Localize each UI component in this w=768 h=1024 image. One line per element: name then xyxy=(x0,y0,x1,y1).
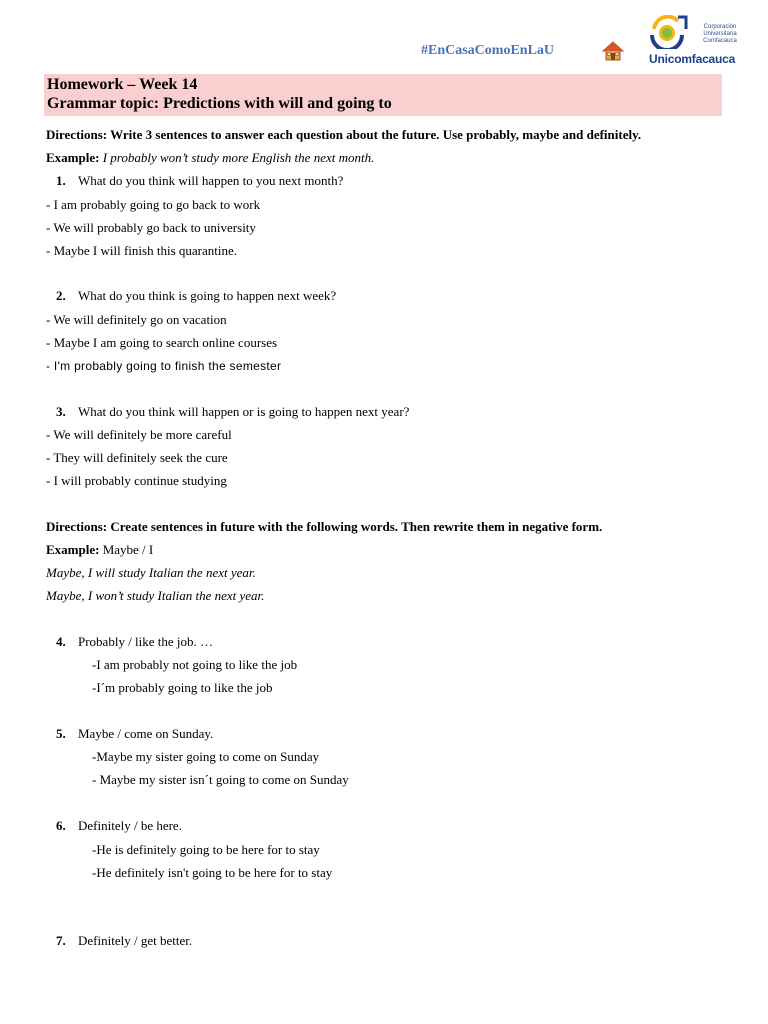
directions-part2: Directions: Create sentences in future with the following words. Then rewrite them in negative form. xyxy=(46,519,603,534)
directions-part1: Directions: Write 3 sentences to answer each question about the future. Use probably, maybe and definitely. xyxy=(46,127,642,142)
example-negative: Maybe, I won’t study Italian the next year. xyxy=(46,588,265,603)
answer-line: - Maybe I will finish this quarantine. xyxy=(46,243,237,258)
question-text: What do you think will happen or is going to happen next year? xyxy=(78,404,410,419)
house-icon xyxy=(602,40,624,62)
question-number: 1. xyxy=(56,173,66,188)
answer-line: -He definitely isn't going to be here for to stay xyxy=(92,865,333,880)
item-number: 4. xyxy=(56,634,66,649)
example-part1 xyxy=(46,150,374,166)
question-text: What do you think is going to happen next week? xyxy=(78,288,337,303)
item-number: 7. xyxy=(56,933,66,948)
logo-name: Unicomfacauca xyxy=(649,52,736,66)
item-number: 5. xyxy=(56,726,66,741)
answer-line: -I am probably not going to like the job xyxy=(92,657,298,672)
question-text: What do you think will happen to you next month? xyxy=(78,173,344,188)
answer-line: - Maybe I am going to search online courses xyxy=(46,335,278,350)
answer-line: - I will probably continue studying xyxy=(46,473,227,488)
example-text: I probably won’t study more English the next month. xyxy=(102,150,375,165)
logo-mark-icon xyxy=(648,15,688,49)
example-label: Example: xyxy=(46,542,100,557)
example-prompt: Maybe / I xyxy=(102,542,154,557)
answer-line: - We will definitely go on vacation xyxy=(46,312,227,327)
answer-line: - Maybe my sister isn´t going to come on Sunday xyxy=(92,772,349,787)
answer-line: - They will definitely seek the cure xyxy=(46,450,228,465)
question-number: 3. xyxy=(56,404,66,419)
unicomfacauca-logo xyxy=(648,15,748,67)
question-number: 2. xyxy=(56,288,66,303)
logo-subtitle: Corporación Universitaria Comfacauca xyxy=(703,24,737,44)
hashtag-text: #EnCasaComoEnLaU xyxy=(421,43,555,58)
example-affirmative: Maybe, I will study Italian the next year. xyxy=(46,565,256,580)
item-prompt: Definitely / get better. xyxy=(78,933,193,948)
item-number: 6. xyxy=(56,818,66,833)
answer-line: - I'm probably going to finish the semester xyxy=(46,359,282,373)
item-prompt: Probably / like the job. … xyxy=(78,634,214,649)
answer-line: - I am probably going to go back to work xyxy=(46,197,261,212)
item-prompt: Definitely / be here. xyxy=(78,818,182,833)
example-label: Example: xyxy=(46,150,100,165)
homework-title: Homework – Week 14 xyxy=(47,76,198,93)
answer-line: - We will definitely be more careful xyxy=(46,427,232,442)
answer-line: -I´m probably going to like the job xyxy=(92,680,273,695)
example-part2 xyxy=(46,542,153,558)
answer-line: - We will probably go back to university xyxy=(46,220,256,235)
item-prompt: Maybe / come on Sunday. xyxy=(78,726,214,741)
answer-line: -He is definitely going to be here for to stay xyxy=(92,842,320,857)
answer-line: -Maybe my sister going to come on Sunday xyxy=(92,749,320,764)
grammar-topic: Grammar topic: Predictions with will and going to xyxy=(47,95,392,112)
title-banner xyxy=(44,74,722,116)
